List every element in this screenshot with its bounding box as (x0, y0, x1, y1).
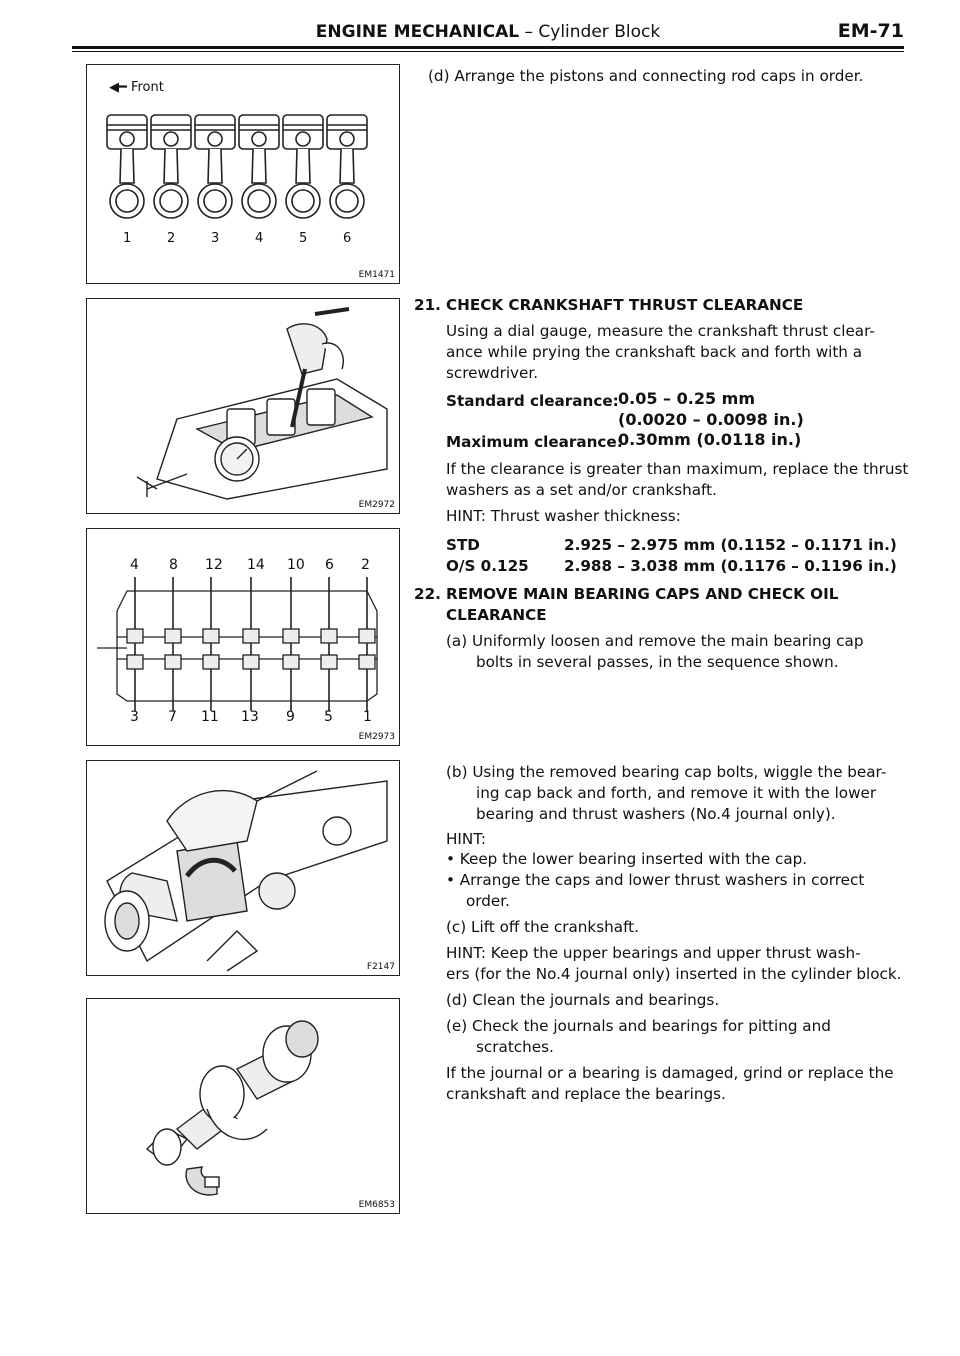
standard-clearance-value: 0.05 – 0.25 mm (618, 389, 756, 408)
step22-d: (d) Clean the journals and bearings. (446, 991, 720, 1009)
step22-number: 22. (414, 585, 441, 603)
step22-b: (b) Using the removed bearing cap bolts, wiggle the bear- (446, 763, 887, 781)
header-rule-thin (72, 51, 904, 52)
step21-number: 21. (414, 296, 441, 314)
front-label: Front (130, 80, 164, 95)
sequence-number: 8 (169, 557, 178, 573)
step21-body-line: screwdriver. (446, 364, 539, 382)
piston-2 (151, 115, 191, 218)
step21-body-line: Using a dial gauge, measure the crankshaft thrust clear- (446, 322, 875, 340)
step22-hint-bullet: • Keep the lower bearing inserted with the cap. (446, 850, 808, 868)
figure-cap-removal (86, 760, 400, 976)
sequence-number: 13 (241, 709, 259, 725)
figure-code: EM6853 (358, 1200, 395, 1210)
step22-e-cont: scratches. (476, 1038, 554, 1056)
step22-title-cont: CLEARANCE (446, 606, 547, 624)
step22-final: If the journal or a bearing is damaged, grind or replace the (446, 1064, 894, 1082)
piston-number: 2 (167, 231, 176, 246)
crankshaft-illustration (87, 999, 401, 1215)
sequence-number: 7 (168, 709, 177, 725)
piston-6 (327, 115, 367, 218)
arrow-left-icon: ◀━ (109, 80, 127, 95)
section-title: ENGINE MECHANICAL (315, 22, 520, 42)
piston-number: 6 (343, 231, 352, 246)
sequence-number: 6 (325, 557, 334, 573)
loosen-sequence-bottom (87, 709, 401, 729)
step22-b-cont: bearing and thrust washers (No.4 journal only). (476, 805, 836, 823)
step22-title: REMOVE MAIN BEARING CAPS AND CHECK OIL (446, 585, 839, 603)
piston-number: 1 (123, 231, 132, 246)
sequence-number: 5 (324, 709, 333, 725)
step-d-top: (d) Arrange the pistons and connecting rod caps in order. (428, 67, 864, 85)
step21-note-line: If the clearance is greater than maximum, replace the thrust (446, 460, 909, 478)
piston-1 (107, 115, 147, 218)
figure-code: EM2972 (358, 500, 395, 510)
standard-clearance-label: Standard clearance: (446, 392, 619, 410)
sequence-number: 1 (363, 709, 372, 725)
step22-b-cont: ing cap back and forth, and remove it with the lower (476, 784, 877, 802)
figure-code: EM1471 (358, 270, 395, 280)
figure-code: EM2973 (358, 732, 395, 742)
sequence-number: 9 (286, 709, 295, 725)
step22-hint-label: HINT: (446, 830, 486, 848)
step22-a-cont: bolts in several passes, in the sequence shown. (476, 653, 839, 671)
piston-number: 5 (299, 231, 308, 246)
sequence-number: 11 (201, 709, 219, 725)
step22-final-cont: crankshaft and replace the bearings. (446, 1085, 726, 1103)
step22-hint2: HINT: Keep the upper bearings and upper thrust wash- (446, 944, 861, 962)
piston-5 (283, 115, 323, 218)
figure-code: F2147 (366, 962, 395, 972)
maximum-clearance-value: 0.30mm (0.0118 in.) (618, 430, 802, 449)
piston-4 (239, 115, 279, 218)
sequence-number: 14 (247, 557, 265, 573)
os-washer-label: O/S 0.125 (446, 557, 529, 575)
header-title (72, 22, 904, 42)
figure-crankshaft (86, 998, 400, 1214)
step21-body-line: ance while prying the crankshaft back and forth with a (446, 343, 863, 361)
piston-number: 3 (211, 231, 220, 246)
subsection-title: Cylinder Block (538, 22, 661, 42)
page-header (72, 20, 904, 48)
step21-title: CHECK CRANKSHAFT THRUST CLEARANCE (446, 296, 804, 314)
std-washer-label: STD (446, 536, 480, 554)
piston-3 (195, 115, 235, 218)
standard-clearance-value-in: (0.0020 – 0.0098 in.) (618, 410, 804, 429)
step22-hint-bullet: • Arrange the caps and lower thrust washers in correct (446, 871, 865, 889)
sequence-number: 4 (130, 557, 139, 573)
title-separator: – (519, 22, 539, 42)
step22-c: (c) Lift off the crankshaft. (446, 918, 639, 936)
cap-removal-illustration (87, 761, 401, 977)
step22-hint2-cont: ers (for the No.4 journal only) inserted in the cylinder block. (446, 965, 902, 983)
step22-hint-bullet-cont: order. (466, 892, 510, 910)
sequence-number: 3 (130, 709, 139, 725)
figure-pistons (86, 64, 400, 284)
piston-number: 4 (255, 231, 264, 246)
std-washer-value: 2.925 – 2.975 mm (0.1152 – 0.1171 in.) (564, 536, 897, 554)
step22-e: (e) Check the journals and bearings for pitting and (446, 1017, 831, 1035)
maximum-clearance-label: Maximum clearance: (446, 433, 623, 451)
step21-note-line: washers as a set and/or crankshaft. (446, 481, 717, 499)
pistons-illustration (87, 65, 401, 285)
piston-numbers (87, 231, 401, 251)
step21-hint: HINT: Thrust washer thickness: (446, 507, 681, 525)
sequence-number: 12 (205, 557, 223, 573)
header-rule (72, 46, 904, 49)
step22-a: (a) Uniformly loosen and remove the main bearing cap (446, 632, 864, 650)
dial-gauge-illustration (87, 299, 401, 515)
page-number: EM-71 (837, 20, 904, 42)
figure-bearing-caps (86, 528, 400, 746)
figure-dial-gauge (86, 298, 400, 514)
sequence-number: 2 (361, 557, 370, 573)
sequence-number: 10 (287, 557, 305, 573)
os-washer-value: 2.988 – 3.038 mm (0.1176 – 0.1196 in.) (564, 557, 897, 575)
